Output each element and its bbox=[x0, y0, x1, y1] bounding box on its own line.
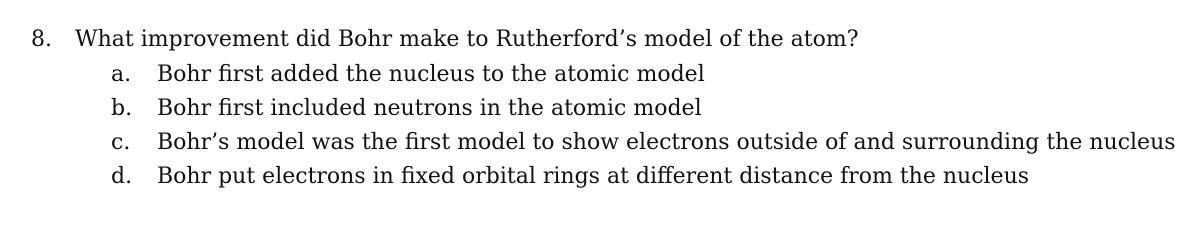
option-letter: a. bbox=[111, 62, 132, 87]
option-letter: d. bbox=[111, 164, 133, 189]
option-b bbox=[111, 92, 1176, 126]
option-letter: b. bbox=[111, 96, 133, 121]
option-c bbox=[111, 126, 1176, 160]
option-a bbox=[111, 58, 1176, 92]
option-text: Bohr first included neutrons in the atomic model bbox=[157, 96, 702, 121]
option-text: Bohr first added the nucleus to the atomic model bbox=[157, 62, 705, 87]
answer-options bbox=[111, 58, 1176, 194]
question-text: What improvement did Bohr make to Rutherford’s model of the atom? bbox=[75, 27, 859, 52]
option-text: Bohr put electrons in fixed orbital rings at different distance from the nucleus bbox=[157, 164, 1030, 189]
option-letter: c. bbox=[111, 130, 131, 155]
option-text: Bohr’s model was the first model to show electrons outside of and surrounding the nucleus bbox=[157, 130, 1176, 155]
question-8 bbox=[31, 24, 859, 56]
question-number: 8. bbox=[31, 27, 52, 52]
option-d bbox=[111, 160, 1176, 194]
